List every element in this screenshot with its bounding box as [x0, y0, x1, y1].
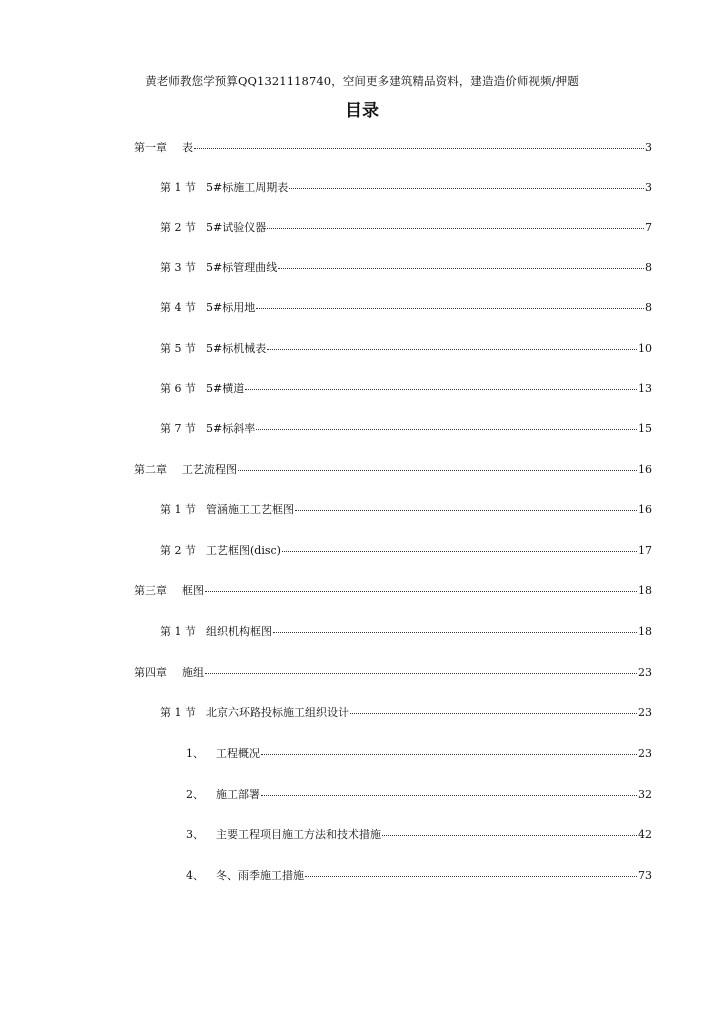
toc-entry-title: 冬、雨季施工措施	[216, 869, 304, 882]
toc-leader-dots	[295, 501, 637, 511]
toc-leader-dots	[261, 786, 637, 796]
toc-entry-chapter-4[interactable]	[134, 666, 652, 680]
toc-entry-number: 第 5 节	[160, 342, 196, 355]
toc-entry-page: 13	[638, 382, 652, 395]
toc-entry-title: 5#横道	[206, 382, 245, 395]
toc-entry-page: 18	[638, 584, 652, 597]
toc-entry-number: 2、	[186, 788, 204, 801]
toc-leader-dots	[205, 582, 637, 592]
toc-entry-subsection[interactable]	[186, 869, 652, 883]
toc-entry-chapter-2[interactable]	[134, 463, 652, 477]
toc-entry-section[interactable]	[160, 503, 652, 517]
toc-entry-title: 5#试验仪器	[206, 221, 267, 234]
toc-entry-section[interactable]	[160, 221, 652, 235]
page-header: 黄老师教您学预算QQ1321118740，空间更多建筑精品资料，建造造价师视频/押题	[145, 74, 579, 88]
toc-entry-page: 3	[645, 141, 652, 154]
toc-entry-section[interactable]	[160, 422, 652, 436]
toc-entry-title: 5#标施工周期表	[206, 181, 289, 194]
toc-entry-number: 第三章	[134, 584, 167, 597]
toc-entry-number: 第 3 节	[160, 261, 196, 274]
toc-entry-number: 1、	[186, 747, 204, 760]
toc-title: 目录	[345, 101, 379, 121]
toc-leader-dots	[238, 461, 637, 471]
toc-entry-number: 第一章	[134, 141, 167, 154]
toc-leader-dots	[282, 542, 637, 552]
toc-entry-section[interactable]	[160, 706, 652, 720]
toc-entry-page: 16	[638, 463, 652, 476]
toc-entry-subsection[interactable]	[186, 828, 652, 842]
toc-leader-dots	[194, 139, 644, 149]
toc-entry-section[interactable]	[160, 261, 652, 275]
toc-entry-title: 施组	[182, 666, 204, 679]
toc-entry-chapter-1[interactable]	[134, 141, 652, 155]
toc-entry-page: 23	[638, 706, 652, 719]
toc-entry-title: 施工部署	[216, 788, 260, 801]
toc-entry-title: 工艺框图(disc)	[206, 544, 281, 557]
toc-entry-title: 5#标管理曲线	[206, 261, 278, 274]
toc-entry-number: 第 4 节	[160, 301, 196, 314]
toc-entry-title: 工程概况	[216, 747, 260, 760]
toc-entry-title: 5#标用地	[206, 301, 256, 314]
toc-leader-dots	[261, 745, 637, 755]
toc-entry-section[interactable]	[160, 181, 652, 195]
toc-entry-number: 第 6 节	[160, 382, 196, 395]
toc-entry-page: 8	[645, 301, 652, 314]
toc-entry-number: 第 2 节	[160, 221, 196, 234]
toc-leader-dots	[256, 299, 644, 309]
toc-entry-number: 第 1 节	[160, 706, 196, 719]
toc-entry-number: 第 1 节	[160, 181, 196, 194]
toc-leader-dots	[305, 867, 637, 877]
toc-entry-number: 第 2 节	[160, 544, 196, 557]
toc-entry-section[interactable]	[160, 301, 652, 315]
toc-entry-title: 框图	[182, 584, 204, 597]
toc-entry-title: 主要工程项目施工方法和技术措施	[216, 828, 381, 841]
toc-entry-title: 组织机构框图	[206, 625, 272, 638]
toc-entry-page: 73	[638, 869, 652, 882]
toc-entry-section[interactable]	[160, 342, 652, 356]
toc-entry-section[interactable]	[160, 625, 652, 639]
toc-leader-dots	[267, 219, 644, 229]
toc-entry-number: 第 7 节	[160, 422, 196, 435]
toc-entry-title: 工艺流程图	[182, 463, 237, 476]
toc-entry-page: 16	[638, 503, 652, 516]
toc-entry-title: 表	[182, 141, 193, 154]
toc-entry-subsection[interactable]	[186, 747, 652, 761]
toc-leader-dots	[205, 664, 637, 674]
toc-entry-page: 17	[638, 544, 652, 557]
toc-entry-chapter-3[interactable]	[134, 584, 652, 598]
toc-entry-page: 42	[638, 828, 652, 841]
toc-entry-page: 3	[645, 181, 652, 194]
toc-leader-dots	[245, 380, 637, 390]
toc-entry-section[interactable]	[160, 544, 652, 558]
toc-entry-number: 4、	[186, 869, 204, 882]
toc-entry-page: 7	[645, 221, 652, 234]
toc-entry-page: 32	[638, 788, 652, 801]
toc-entry-page: 8	[645, 261, 652, 274]
toc-entry-page: 15	[638, 422, 652, 435]
toc-leader-dots	[267, 340, 637, 350]
toc-entry-page: 23	[638, 747, 652, 760]
toc-entry-title: 5#标机械表	[206, 342, 267, 355]
toc-entry-title: 北京六环路投标施工组织设计	[206, 706, 349, 719]
toc-entry-section[interactable]	[160, 382, 652, 396]
toc-entry-title: 5#标斜率	[206, 422, 256, 435]
toc-entry-number: 第二章	[134, 463, 167, 476]
toc-leader-dots	[256, 420, 637, 430]
toc-entry-number: 第四章	[134, 666, 167, 679]
toc-entry-subsection[interactable]	[186, 788, 652, 802]
toc-entry-page: 10	[638, 342, 652, 355]
toc-entry-number: 3、	[186, 828, 204, 841]
toc-entry-page: 23	[638, 666, 652, 679]
toc-leader-dots	[350, 704, 637, 714]
toc-entry-title: 管涵施工工艺框图	[206, 503, 294, 516]
toc-leader-dots	[382, 826, 637, 836]
toc-leader-dots	[289, 179, 644, 189]
toc-leader-dots	[273, 623, 637, 633]
toc-entry-number: 第 1 节	[160, 503, 196, 516]
toc-entry-page: 18	[638, 625, 652, 638]
toc-entry-number: 第 1 节	[160, 625, 196, 638]
toc-leader-dots	[278, 259, 644, 269]
